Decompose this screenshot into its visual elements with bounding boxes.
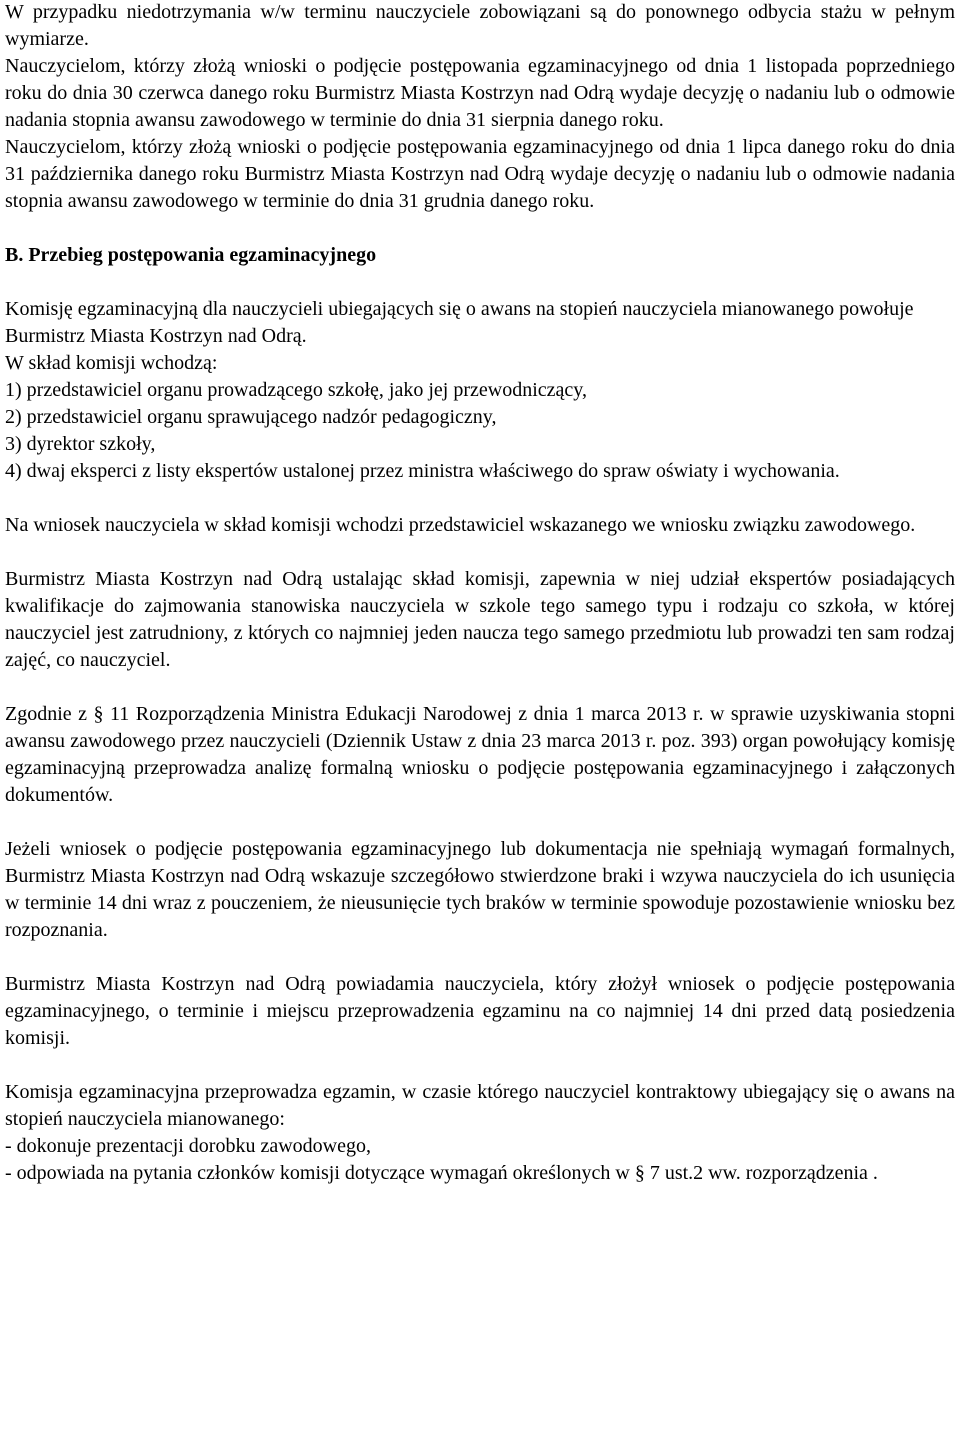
spacer [5, 809, 955, 836]
spacer [5, 1052, 955, 1079]
document-page [5, 0, 955, 1187]
paragraph-formal-deficiencies: Jeżeli wniosek o podjęcie postępowania egzaminacyjnego lub dokumentacja nie spełniają wymagań formalnych, Burmistrz Miasta Kostrzyn nad Odrą wskazuje szczegółowo stwierdzone braki i wzywa nauczyciela do ich usunięcia w terminie 14 dni wraz z pouczeniem, że nieusunięcie tych braków w terminie spowoduje pozostawienie wniosku bez rozpoznania. [5, 838, 955, 941]
paragraph-committee-appointment: Komisję egzaminacyjną dla nauczycieli ubiegających się o awans na stopień nauczyciela mianowanego powołuje Burmistrz Miasta Kostrzyn nad Odrą. [5, 298, 914, 347]
paragraph-regulation-formal-analysis: Zgodnie z § 11 Rozporządzenia Ministra Edukacji Narodowej z dnia 1 marca 2013 r. w sprawie uzyskiwania stopni awansu zawodowego przez nauczycieli (Dziennik Ustaw z dnia 23 marca 2013 r. poz. 393) organ powołujący komisję egzaminacyjną przeprowadza analizę formalną wniosku o podjęcie postępowania egzaminacyjnego i załączonych dokumentów. [5, 703, 955, 806]
paragraph-exam-procedure-intro: Komisja egzaminacyjna przeprowadza egzamin, w czasie którego nauczyciel kontraktowy ubiegający się o awans na stopień nauczyciela mianowanego: [5, 1081, 955, 1130]
spacer [5, 539, 955, 566]
exam-procedure-item: - odpowiada na pytania członków komisji dotyczące wymagań określonych w § 7 ust.2 ww. rozporządzenia . [5, 1162, 878, 1184]
paragraph-deadline-november-june: Nauczycielom, którzy złożą wnioski o podjęcie postępowania egzaminacyjnego od dnia 1 listopada poprzedniego roku do dnia 30 czerwca danego roku Burmistrz Miasta Kostrzyn nad Odrą wydaje decyzję o nadaniu lub o odmowie nadania stopnia awansu zawodowego w terminie do dnia 31 sierpnia danego roku. [5, 55, 955, 131]
spacer [5, 944, 955, 971]
committee-composition-intro: W skład komisji wchodzą: [5, 352, 218, 374]
paragraph-union-representative: Na wniosek nauczyciela w skład komisji wchodzi przedstawiciel wskazanego we wniosku związku zawodowego. [5, 514, 916, 536]
paragraph-experts-qualifications: Burmistrz Miasta Kostrzyn nad Odrą ustalając skład komisji, zapewnia w niej udział ekspertów posiadających kwalifikacje do zajmowania stanowiska nauczyciela w szkole tego samego typu i rodzaju co szkoła, w której nauczyciel jest zatrudniony, z których co najmniej jeden naucza tego samego przedmiotu lub prowadzi ten sam rodzaj zajęć, co nauczyciel. [5, 568, 955, 671]
paragraph-deadline-july-october: Nauczycielom, którzy złożą wnioski o podjęcie postępowania egzaminacyjnego od dnia 1 lipca danego roku do dnia 31 października danego roku Burmistrz Miasta Kostrzyn nad Odrą wydaje decyzję o nadaniu lub o odmowie nadania stopnia awansu zawodowego w terminie do dnia 31 grudnia danego roku. [5, 136, 955, 212]
committee-member-item: 2) przedstawiciel organu sprawującego nadzór pedagogiczny, [5, 406, 497, 428]
paragraph-retake-internship: W przypadku niedotrzymania w/w terminu nauczyciele zobowiązani są do ponownego odbycia stażu w pełnym wymiarze. [5, 1, 955, 50]
exam-procedure-item: - dokonuje prezentacji dorobku zawodowego, [5, 1135, 371, 1157]
committee-member-item: 4) dwaj eksperci z listy ekspertów ustalonej przez ministra właściwego do spraw oświaty i wychowania. [5, 460, 840, 482]
spacer [5, 485, 955, 512]
spacer [5, 215, 955, 242]
committee-member-item: 3) dyrektor szkoły, [5, 433, 156, 455]
spacer [5, 674, 955, 701]
section-b-heading: B. Przebieg postępowania egzaminacyjnego [5, 244, 377, 266]
committee-member-item: 1) przedstawiciel organu prowadzącego szkołę, jako jej przewodniczący, [5, 379, 587, 401]
paragraph-exam-notification: Burmistrz Miasta Kostrzyn nad Odrą powiadamia nauczyciela, który złożył wniosek o podjęcie postępowania egzaminacyjnego, o terminie i miejscu przeprowadzenia egzaminu na co najmniej 14 dni przed datą posiedzenia komisji. [5, 973, 955, 1049]
spacer [5, 269, 955, 296]
